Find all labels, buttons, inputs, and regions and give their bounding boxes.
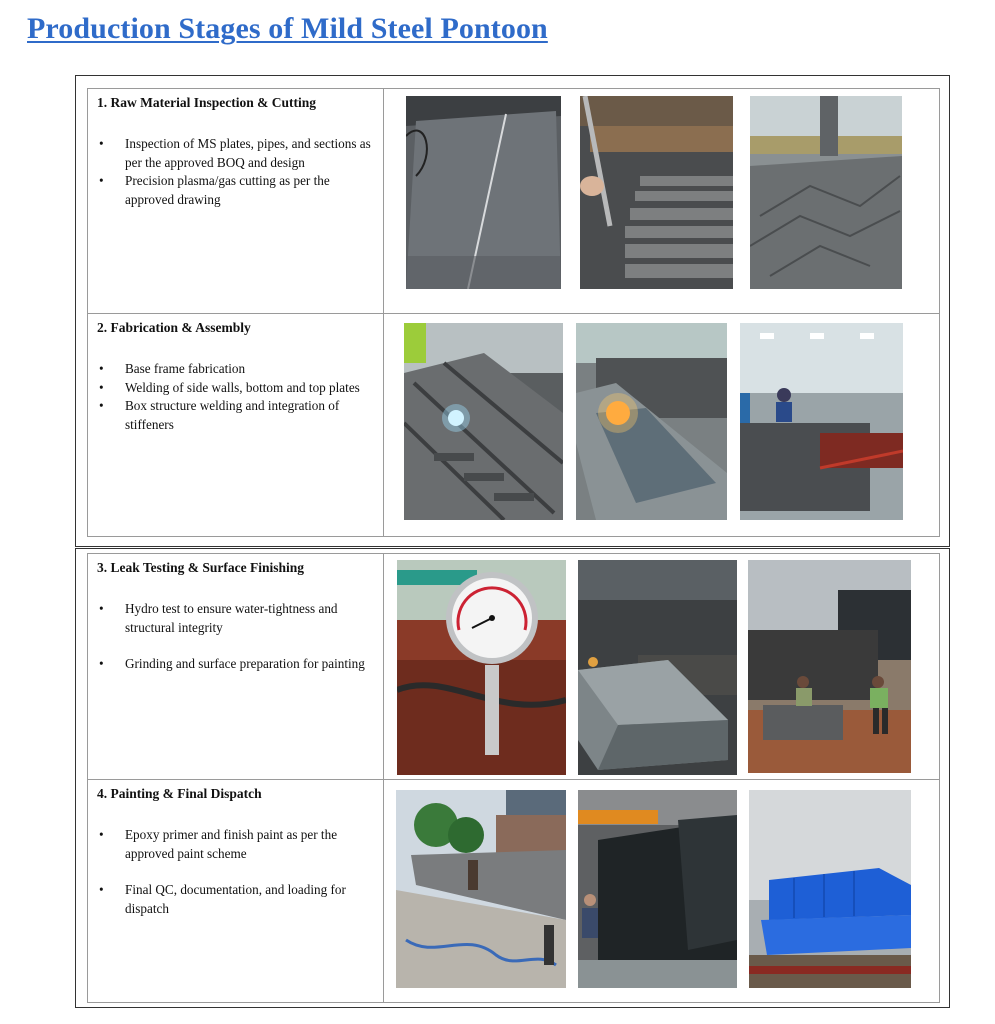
blue-pontoon-dispatch-photo (749, 790, 911, 988)
stage-2-title: 2. Fabrication & Assembly (97, 320, 251, 335)
stage-4-bullet-1: • Epoxy primer and finish paint as per the approved paint scheme (97, 826, 379, 863)
stage-2-bullet-1: • Base frame fabrication (97, 360, 375, 379)
base-frame-welding-photo (404, 323, 563, 520)
stage-2-bullet-2: • Welding of side walls, bottom and top plates (97, 379, 375, 398)
stage-1 (97, 95, 375, 209)
stage-3-bullet-1: • Hydro test to ensure water-tightness and structural integrity (97, 600, 379, 637)
stage-1-bullet-2: • Precision plasma/gas cutting as per the approved drawing (97, 172, 375, 209)
page-title: Production Stages of Mild Steel Pontoon (27, 12, 548, 45)
black-painted-pontoon-photo (578, 790, 737, 988)
stage-2-bullet-3: • Box structure welding and integration of stiffeners (97, 397, 375, 434)
plasma-cutting-photo (750, 96, 902, 289)
stage-3-title: 3. Leak Testing & Surface Finishing (97, 560, 305, 575)
stage-3 (97, 560, 379, 674)
cut-plates-stack-photo (580, 96, 733, 289)
painted-pontoons-yard-photo (396, 790, 566, 988)
stage-2 (97, 320, 375, 434)
stage-4 (97, 786, 379, 918)
stage-3-bullet-2: • Grinding and surface preparation for painting (97, 655, 379, 674)
stage-1-bullet-1: • Inspection of MS plates, pipes, and sections as per the approved BOQ and design (97, 135, 375, 172)
grinding-workers-photo (748, 560, 911, 773)
pontoon-box-photo (578, 560, 737, 775)
pressure-gauge-photo (397, 560, 566, 775)
stage-1-title: 1. Raw Material Inspection & Cutting (97, 95, 316, 110)
stage-4-title: 4. Painting & Final Dispatch (97, 786, 262, 801)
steel-plate-photo (406, 96, 561, 289)
box-structure-photo (740, 323, 903, 520)
plate-welding-photo (576, 323, 727, 520)
stage-4-bullet-2: • Final QC, documentation, and loading for dispatch (97, 881, 379, 918)
